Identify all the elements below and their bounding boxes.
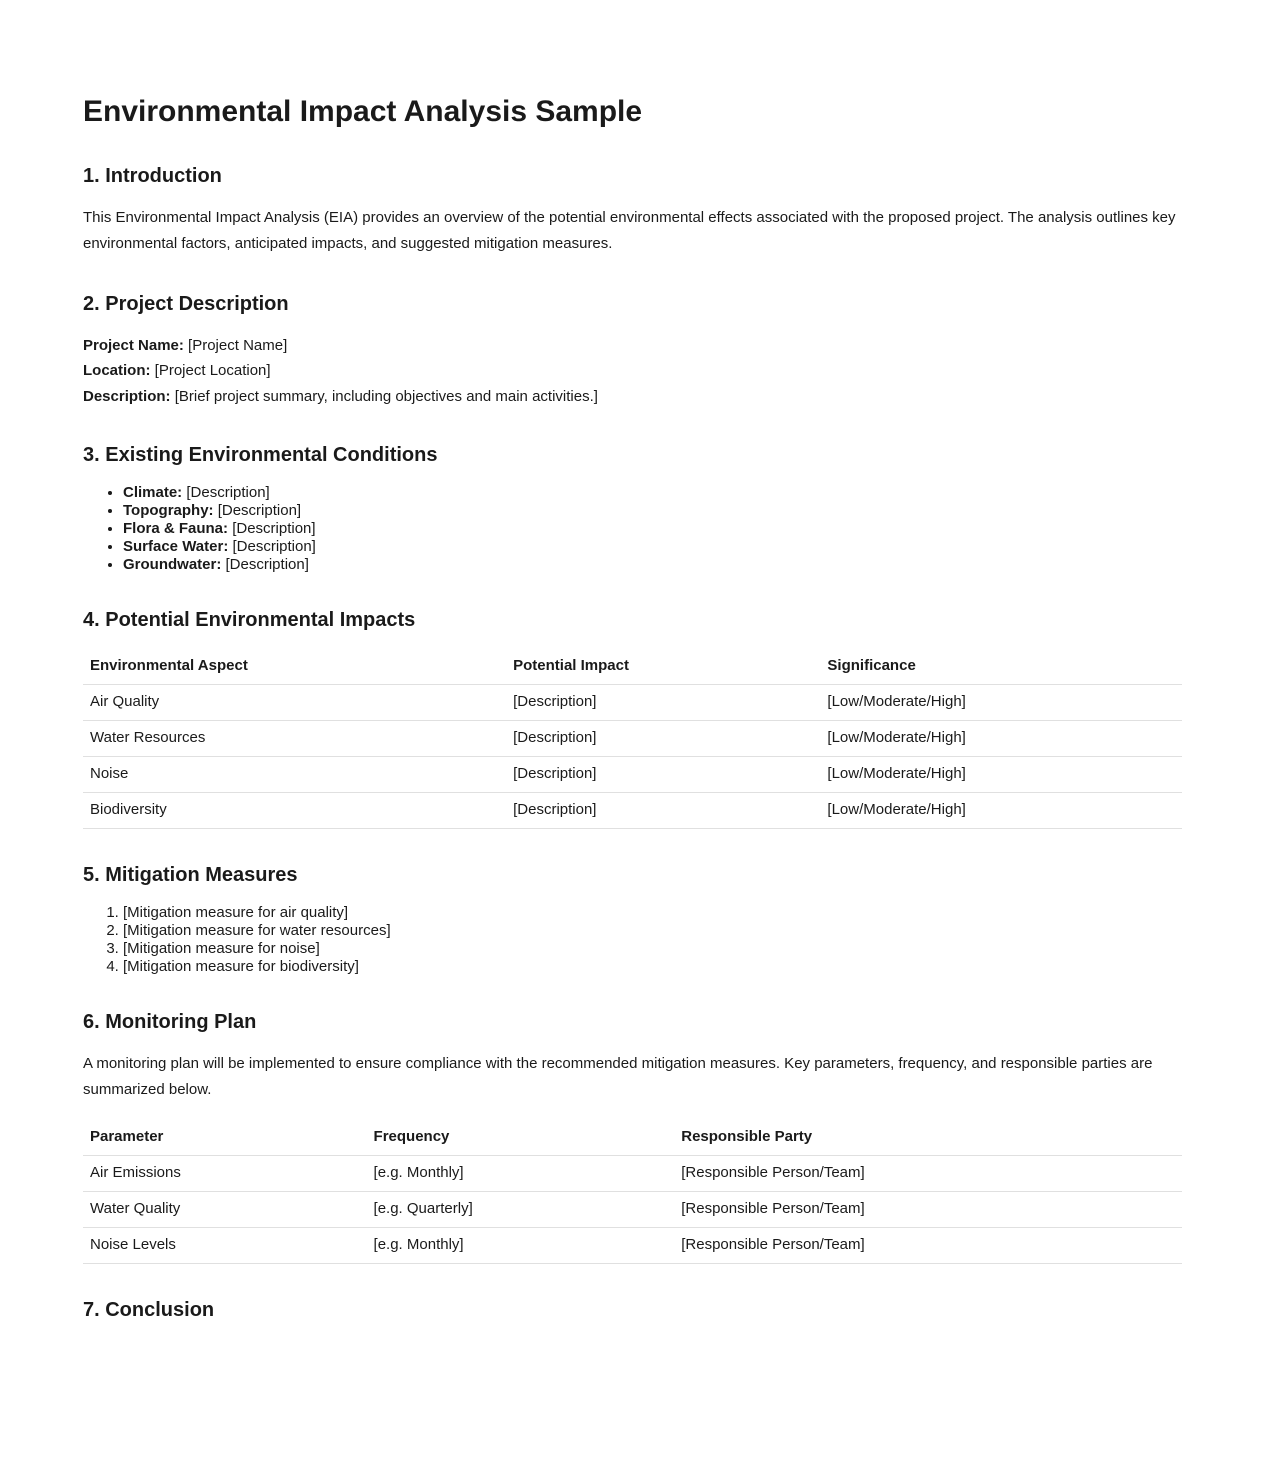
surface-water-value: [Description] [232, 538, 316, 555]
location-value: [Project Location] [154, 362, 271, 379]
table-row-water-resources [83, 721, 1182, 757]
cell-frequency: [e.g. Monthly] [367, 1155, 675, 1191]
mitigation-item-air-quality: 1. [Mitigation measure for air quality] [123, 904, 1182, 922]
heading-project-description: 2. Project Description [83, 292, 289, 315]
section-mitigation-measures [83, 863, 1182, 976]
mitigation-item-biodiversity: 4. [Mitigation measure for biodiversity] [123, 958, 1182, 976]
cell-frequency: [e.g. Monthly] [367, 1227, 675, 1263]
cell-aspect: Air Quality [83, 685, 506, 721]
groundwater-label: Groundwater: [123, 556, 222, 573]
cell-impact: [Description] [506, 721, 820, 757]
cell-parameter: Air Emissions [83, 1155, 367, 1191]
topography-label: Topography: [123, 502, 214, 519]
cell-aspect: Water Resources [83, 721, 506, 757]
list-item-climate [123, 484, 1182, 502]
column-header-environmental-aspect: Environmental Aspect [83, 649, 506, 685]
project-name-value: [Project Name] [188, 336, 288, 354]
cell-significance: [Low/Moderate/High] [820, 685, 1182, 721]
list-item-topography [123, 502, 1182, 520]
list-item-groundwater [123, 556, 1182, 574]
heading-conclusion: 7. Conclusion [83, 1298, 215, 1321]
cell-aspect: Noise [83, 757, 506, 793]
climate-value: [Description] [186, 484, 270, 501]
cell-significance: [Low/Moderate/High] [820, 757, 1182, 793]
table-row-biodiversity [83, 793, 1182, 829]
cell-impact: [Description] [506, 757, 820, 793]
cell-impact: [Description] [506, 793, 820, 829]
section-potential-impacts [83, 608, 1182, 829]
section-introduction [83, 164, 1182, 258]
column-header-significance: Significance [820, 649, 1182, 685]
description-value: [Brief project summary, including objectives and main activities.] [174, 387, 598, 405]
table-row-noise-levels [83, 1227, 1182, 1263]
monitoring-plan-paragraph: A monitoring plan will be implemented to ensure compliance with the recommended mitigation measures. Key parameters, frequency, and responsible parties are summarized below. [83, 1055, 1153, 1099]
impacts-table [83, 649, 1182, 829]
column-header-parameter: Parameter [83, 1120, 367, 1156]
section-project-description [83, 292, 1182, 410]
monitoring-table-header-row [83, 1120, 1182, 1156]
column-header-frequency: Frequency [367, 1120, 675, 1156]
surface-water-label: Surface Water: [123, 538, 229, 555]
table-row-air-quality [83, 685, 1182, 721]
section-existing-conditions [83, 443, 1182, 574]
list-item-flora-fauna [123, 520, 1182, 538]
heading-monitoring-plan: 6. Monitoring Plan [83, 1011, 257, 1033]
cell-parameter: Water Quality [83, 1191, 367, 1227]
location-label: Location: [83, 362, 151, 379]
impacts-table-header-row [83, 649, 1182, 685]
cell-parameter: Noise Levels [83, 1227, 367, 1263]
table-row-air-emissions [83, 1155, 1182, 1191]
project-description-fields [83, 333, 1182, 410]
cell-significance: [Low/Moderate/High] [820, 721, 1182, 757]
section-conclusion [83, 1298, 1182, 1323]
heading-existing-conditions: 3. Existing Environmental Conditions [83, 444, 438, 466]
climate-label: Climate: [123, 484, 183, 501]
column-header-responsible-party: Responsible Party [674, 1120, 1182, 1156]
project-name-label: Project Name: [83, 336, 184, 354]
flora-fauna-value: [Description] [232, 520, 316, 537]
cell-significance: [Low/Moderate/High] [820, 793, 1182, 829]
mitigation-measures-list [83, 904, 1182, 976]
section-monitoring-plan [83, 1010, 1182, 1264]
heading-mitigation-measures: 5. Mitigation Measures [83, 864, 298, 886]
introduction-paragraph: This Environmental Impact Analysis (EIA) provides an overview of the potential environmental effects associated with the proposed project. The analysis outlines key environmental factors, anticipated impacts, and suggested mitigation measures. [83, 209, 1176, 253]
cell-frequency: [e.g. Quarterly] [367, 1191, 675, 1227]
heading-potential-impacts: 4. Potential Environmental Impacts [83, 609, 416, 631]
list-item-surface-water [123, 538, 1182, 556]
cell-impact: [Description] [506, 685, 820, 721]
cell-responsible-party: [Responsible Person/Team] [674, 1227, 1182, 1263]
topography-value: [Description] [217, 502, 302, 519]
cell-responsible-party: [Responsible Person/Team] [674, 1191, 1182, 1227]
groundwater-value: [Description] [225, 556, 309, 573]
description-label: Description: [83, 387, 171, 405]
mitigation-item-water-resources: 2. [Mitigation measure for water resources] [123, 922, 1182, 940]
monitoring-table [83, 1120, 1182, 1264]
column-header-potential-impact: Potential Impact [506, 649, 820, 685]
table-row-noise [83, 757, 1182, 793]
mitigation-item-noise: 3. [Mitigation measure for noise] [123, 940, 1182, 958]
cell-aspect: Biodiversity [83, 793, 506, 829]
heading-introduction: 1. Introduction [83, 165, 222, 187]
cell-responsible-party: [Responsible Person/Team] [674, 1155, 1182, 1191]
flora-fauna-label: Flora & Fauna: [123, 520, 229, 537]
document-title: Environmental Impact Analysis Sample [83, 95, 643, 128]
existing-conditions-list [83, 484, 1182, 574]
table-row-water-quality [83, 1191, 1182, 1227]
